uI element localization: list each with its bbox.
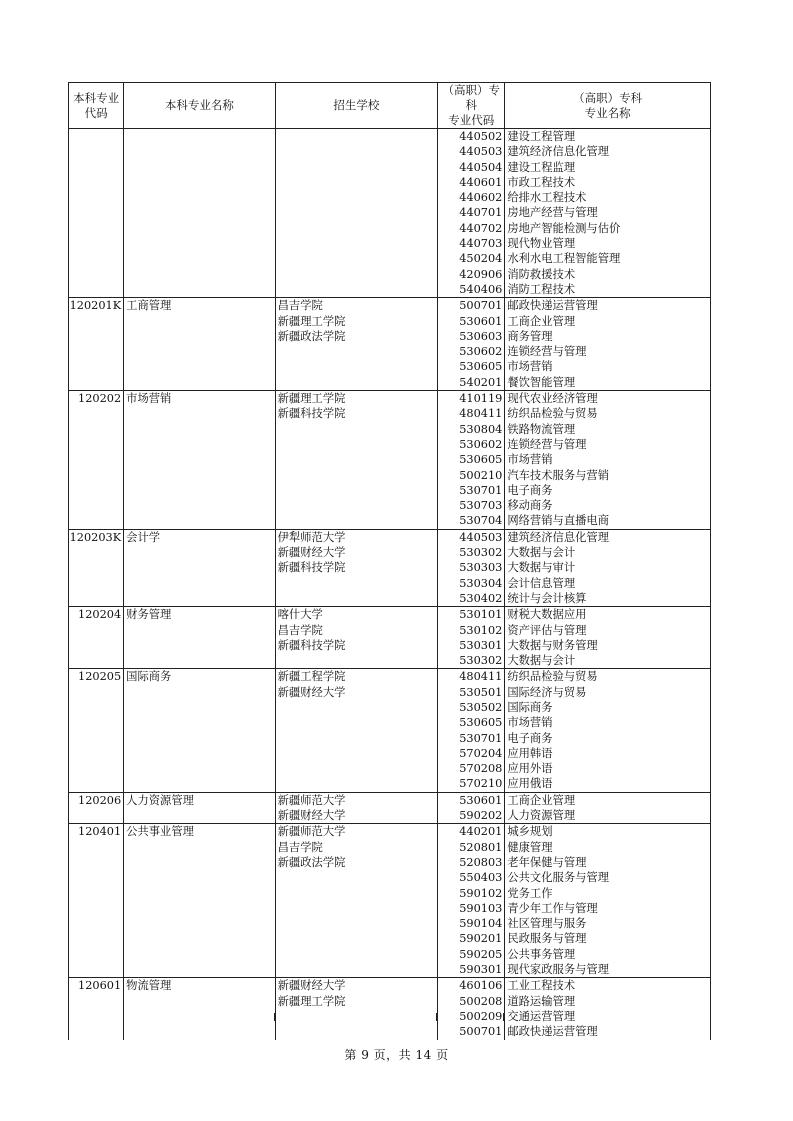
- vocational-name: 邮政快递运营管理: [507, 299, 598, 313]
- header-vocational-name: [505, 83, 711, 129]
- vocational-code: 530502: [459, 700, 503, 714]
- vocational-code: 440503: [459, 530, 503, 544]
- vocational-name: 大数据与审计: [507, 561, 576, 575]
- vocational-code: 530701: [459, 731, 503, 745]
- vocational-code: 440602: [459, 191, 503, 205]
- vocational-name: 铁路物流管理: [507, 422, 576, 436]
- undergrad-name: 公共事业管理: [126, 825, 194, 839]
- vocational-code: 570204: [459, 746, 503, 760]
- vocational-name: 统计与会计核算: [507, 591, 587, 605]
- vocational-name: 工业工程技术: [507, 979, 576, 993]
- school-cell: [275, 298, 438, 391]
- school-name: 新疆政法学院: [277, 329, 346, 343]
- vocational-name: 市场营销: [507, 360, 553, 374]
- vocational-code: 500210: [459, 468, 503, 482]
- school-name: 新疆科技学院: [277, 561, 346, 575]
- vocational-code: 590201: [459, 932, 503, 946]
- vocational-name-cell: [505, 391, 711, 530]
- undergrad-name-cell: [124, 298, 275, 391]
- vocational-name: 公共文化服务与管理: [507, 871, 610, 885]
- undergrad-code-cell: [69, 669, 124, 792]
- vocational-name-cell: [505, 529, 711, 606]
- undergrad-code: 120401: [78, 825, 122, 839]
- vocational-name: 资产评估与管理: [507, 623, 587, 637]
- vocational-code: 440702: [459, 221, 503, 235]
- vocational-code: 440703: [459, 237, 503, 251]
- undergrad-name: 物流管理: [126, 979, 172, 993]
- vocational-name: 党务工作: [507, 886, 553, 900]
- vocational-code: 500208: [459, 994, 503, 1008]
- undergrad-code-cell: [69, 529, 124, 606]
- header-school: 招生学校: [275, 83, 438, 129]
- school-name: 伊犁师范大学: [277, 530, 346, 544]
- vocational-code: 550403: [459, 871, 503, 885]
- vocational-code: 520803: [459, 855, 503, 869]
- vocational-name: 应用俄语: [507, 777, 553, 791]
- vocational-name: 城乡规划: [507, 825, 553, 839]
- vocational-code: 480411: [459, 670, 503, 684]
- vocational-name: 餐饮智能管理: [507, 375, 576, 389]
- vocational-name: 国际商务: [507, 700, 553, 714]
- undergrad-code-cell: [69, 129, 124, 298]
- table-row: [69, 607, 711, 669]
- vocational-name-cell: [505, 824, 711, 978]
- vocational-name-cell: [505, 978, 711, 1040]
- page-footer: 第 9 页，共 14 页: [344, 1048, 449, 1062]
- undergrad-code: 120201K: [69, 299, 122, 313]
- vocational-code-cell: [438, 391, 505, 530]
- vocational-code: 530804: [459, 422, 503, 436]
- vocational-code: 440201: [459, 825, 503, 839]
- vocational-code: 500701: [459, 1025, 503, 1039]
- vocational-name: 市场营销: [507, 453, 553, 467]
- undergrad-name-cell: [124, 529, 275, 606]
- vocational-code: 460106: [459, 979, 503, 993]
- header-vocational-code-line1: （高职）专科: [442, 83, 500, 112]
- vocational-name: 财税大数据应用: [507, 608, 587, 622]
- vocational-name: 社区管理与服务: [507, 917, 587, 931]
- vocational-code: 530101: [459, 608, 503, 622]
- vocational-code: 530605: [459, 453, 503, 467]
- header-vocational-name-line2: 专业名称: [584, 105, 631, 120]
- vocational-name: 纺织品检验与贸易: [507, 670, 598, 684]
- school-name: 新疆理工学院: [277, 392, 346, 406]
- vocational-code-cell: [438, 669, 505, 792]
- vocational-name-cell: [505, 607, 711, 669]
- vocational-name: 建设工程监理: [507, 160, 576, 174]
- vocational-code: 530703: [459, 499, 503, 513]
- vocational-code: 530501: [459, 685, 503, 699]
- vocational-name: 网络营销与直播电商: [507, 514, 610, 528]
- vocational-code: 530303: [459, 561, 503, 575]
- table-row: [69, 298, 711, 391]
- vocational-code: 530602: [459, 437, 503, 451]
- undergrad-code-cell: [69, 391, 124, 530]
- vocational-code: 530602: [459, 345, 503, 359]
- vocational-code: 530701: [459, 483, 503, 497]
- school-name: 新疆财经大学: [277, 685, 346, 699]
- school-name: 新疆理工学院: [277, 994, 346, 1008]
- undergrad-name: 人力资源管理: [126, 793, 194, 807]
- undergrad-code-cell: [69, 298, 124, 391]
- undergrad-code: 120206: [78, 793, 122, 807]
- vocational-code: 480411: [459, 407, 503, 421]
- vocational-code: 530302: [459, 654, 503, 668]
- vocational-code-cell: [438, 298, 505, 391]
- table-header-row: [69, 83, 711, 129]
- vocational-name: 建筑经济信息化管理: [507, 530, 610, 544]
- school-name: 新疆师范大学: [277, 793, 346, 807]
- table-row: [69, 391, 711, 530]
- undergrad-name-cell: [124, 129, 275, 298]
- vocational-name: 大数据与会计: [507, 546, 576, 560]
- school-name: 新疆财经大学: [277, 979, 346, 993]
- vocational-code: 530603: [459, 329, 503, 343]
- vocational-name: 消防工程技术: [507, 282, 576, 296]
- vocational-name: 国际经济与贸易: [507, 685, 587, 699]
- vocational-name: 房地产经营与管理: [507, 206, 598, 220]
- vocational-name: 给排水工程技术: [507, 191, 587, 205]
- vocational-code: 530301: [459, 638, 503, 652]
- header-vocational-code-line2: 专业代码: [448, 113, 495, 127]
- vocational-code: 590301: [459, 963, 503, 977]
- school-name: 昌吉学院: [277, 623, 323, 637]
- vocational-code: 590104: [459, 917, 503, 931]
- vocational-name: 老年保健与管理: [507, 855, 587, 869]
- vocational-name-cell: [505, 129, 711, 298]
- undergrad-name-cell: [124, 792, 275, 824]
- header-vocational-name-line1: （高职）专科: [573, 90, 643, 105]
- table-continuation-lines: [68, 1013, 711, 1021]
- vocational-code: 540201: [459, 375, 503, 389]
- vocational-name: 连锁经营与管理: [507, 345, 587, 359]
- vocational-name: 民政服务与管理: [507, 932, 587, 946]
- vocational-name: 应用韩语: [507, 746, 553, 760]
- undergrad-code: 120204: [78, 608, 122, 622]
- vocational-code: 520801: [459, 840, 503, 854]
- vocational-name: 建设工程管理: [507, 130, 576, 143]
- vocational-name-cell: [505, 792, 711, 824]
- vocational-name: 现代农业经济管理: [507, 392, 598, 406]
- undergrad-code-cell: [69, 792, 124, 824]
- school-cell: [275, 792, 438, 824]
- vocational-name: 交通运营管理: [507, 1009, 576, 1023]
- undergrad-name: 财务管理: [126, 608, 172, 622]
- undergrad-code: 120203K: [69, 530, 122, 544]
- table-row: [69, 792, 711, 824]
- vocational-name: 商务管理: [507, 329, 553, 343]
- major-table: [68, 82, 711, 1040]
- table-body: [69, 129, 711, 1040]
- header-undergrad-code: [69, 83, 124, 129]
- vocational-name: 大数据与会计: [507, 654, 576, 668]
- vocational-code: 530402: [459, 591, 503, 605]
- vocational-name: 建筑经济信息化管理: [507, 145, 610, 159]
- school-name: 新疆理工学院: [277, 314, 346, 328]
- vocational-name: 纺织品检验与贸易: [507, 407, 598, 421]
- vocational-code: 590205: [459, 947, 503, 961]
- vocational-code-cell: [438, 792, 505, 824]
- school-name: 昌吉学院: [277, 299, 323, 313]
- vocational-name: 现代物业管理: [507, 237, 576, 251]
- vocational-code: 540406: [459, 282, 503, 296]
- vocational-code: 570208: [459, 762, 503, 776]
- school-cell: [275, 529, 438, 606]
- vocational-code: 440504: [459, 160, 503, 174]
- vocational-name: 市政工程技术: [507, 175, 576, 189]
- vocational-name: 房地产智能检测与估价: [507, 221, 621, 235]
- school-cell: [275, 669, 438, 792]
- vocational-code: 440503: [459, 145, 503, 159]
- vocational-name: 会计信息管理: [507, 576, 576, 590]
- vocational-code: 530102: [459, 623, 503, 637]
- school-name: 新疆政法学院: [277, 855, 346, 869]
- vocational-code: 590102: [459, 886, 503, 900]
- undergrad-code: 120205: [78, 670, 122, 684]
- vocational-code-cell: [438, 129, 505, 298]
- undergrad-name-cell: [124, 824, 275, 978]
- school-name: 新疆财经大学: [277, 809, 346, 823]
- table-row: [69, 669, 711, 792]
- header-undergrad-code-line2: 代码: [84, 105, 108, 120]
- document-table-wrapper: [68, 82, 711, 1040]
- vocational-name: 消防救援技术: [507, 267, 576, 281]
- vocational-code: 530601: [459, 793, 503, 807]
- school-cell: [275, 129, 438, 298]
- vocational-name: 公共事务管理: [507, 947, 576, 961]
- vocational-name: 电子商务: [507, 483, 553, 497]
- header-vocational-code: [438, 83, 505, 129]
- vocational-code: 530704: [459, 514, 503, 528]
- vocational-code-cell: [438, 824, 505, 978]
- vocational-code: 590202: [459, 809, 503, 823]
- header-undergrad-name: 本科专业名称: [124, 83, 275, 129]
- vocational-name: 青少年工作与管理: [507, 901, 598, 915]
- vocational-name: 邮政快递运营管理: [507, 1025, 598, 1039]
- vocational-name: 应用外语: [507, 762, 553, 776]
- vocational-code: 530304: [459, 576, 503, 590]
- table-row: [69, 129, 711, 298]
- undergrad-name: 会计学: [126, 530, 161, 544]
- vocational-name: 大数据与财务管理: [507, 638, 598, 652]
- vocational-name: 电子商务: [507, 731, 553, 745]
- vocational-code: 530302: [459, 546, 503, 560]
- vocational-name-cell: [505, 298, 711, 391]
- undergrad-code-cell: [69, 824, 124, 978]
- vocational-name: 汽车技术服务与营销: [507, 468, 610, 482]
- school-name: 新疆科技学院: [277, 638, 346, 652]
- school-name: 新疆工程学院: [277, 670, 346, 684]
- school-cell: [275, 607, 438, 669]
- vocational-code: 450204: [459, 252, 503, 266]
- vocational-code: 570210: [459, 777, 503, 791]
- vocational-code: 590103: [459, 901, 503, 915]
- vocational-name: 连锁经营与管理: [507, 437, 587, 451]
- school-name: 喀什大学: [277, 608, 323, 622]
- vocational-code: 440601: [459, 175, 503, 189]
- table-row: [69, 529, 711, 606]
- school-name: 新疆师范大学: [277, 825, 346, 839]
- undergrad-name-cell: [124, 391, 275, 530]
- vocational-name: 健康管理: [507, 840, 553, 854]
- vocational-code-cell: [438, 978, 505, 1040]
- vocational-code: 530605: [459, 360, 503, 374]
- vocational-name: 市场营销: [507, 716, 553, 730]
- vocational-code-cell: [438, 607, 505, 669]
- undergrad-name: 国际商务: [126, 670, 172, 684]
- vocational-name: 移动商务: [507, 499, 553, 513]
- vocational-code: 420906: [459, 267, 503, 281]
- vocational-name: 工商企业管理: [507, 793, 576, 807]
- table-row: [69, 978, 711, 1040]
- school-cell: [275, 824, 438, 978]
- vocational-code: 530605: [459, 716, 503, 730]
- vocational-code: 500209: [459, 1009, 503, 1023]
- undergrad-code: 120202: [78, 392, 122, 406]
- table-row: [69, 824, 711, 978]
- vocational-name-cell: [505, 669, 711, 792]
- school-cell: [275, 391, 438, 530]
- vocational-code: 530601: [459, 314, 503, 328]
- school-name: 昌吉学院: [277, 840, 323, 854]
- vocational-code: 410119: [459, 392, 503, 406]
- vocational-name: 水利水电工程智能管理: [507, 252, 621, 266]
- vocational-name: 现代家政服务与管理: [507, 963, 610, 977]
- vocational-name: 工商企业管理: [507, 314, 576, 328]
- header-undergrad-code-line1: 本科专业: [73, 90, 120, 105]
- undergrad-name-cell: [124, 669, 275, 792]
- undergrad-code: 120601: [78, 979, 122, 993]
- vocational-code: 440502: [459, 130, 503, 143]
- school-name: 新疆科技学院: [277, 407, 346, 421]
- undergrad-code-cell: [69, 978, 124, 1040]
- undergrad-name: 市场营销: [126, 392, 172, 406]
- vocational-name: 人力资源管理: [507, 809, 576, 823]
- vocational-code: 500701: [459, 299, 503, 313]
- undergrad-code-cell: [69, 607, 124, 669]
- school-cell: [275, 978, 438, 1040]
- undergrad-name-cell: [124, 607, 275, 669]
- undergrad-name: 工商管理: [126, 299, 172, 313]
- vocational-code-cell: [438, 529, 505, 606]
- undergrad-name-cell: [124, 978, 275, 1040]
- school-name: 新疆财经大学: [277, 546, 346, 560]
- vocational-code: 440701: [459, 206, 503, 220]
- vocational-name: 道路运输管理: [507, 994, 576, 1008]
